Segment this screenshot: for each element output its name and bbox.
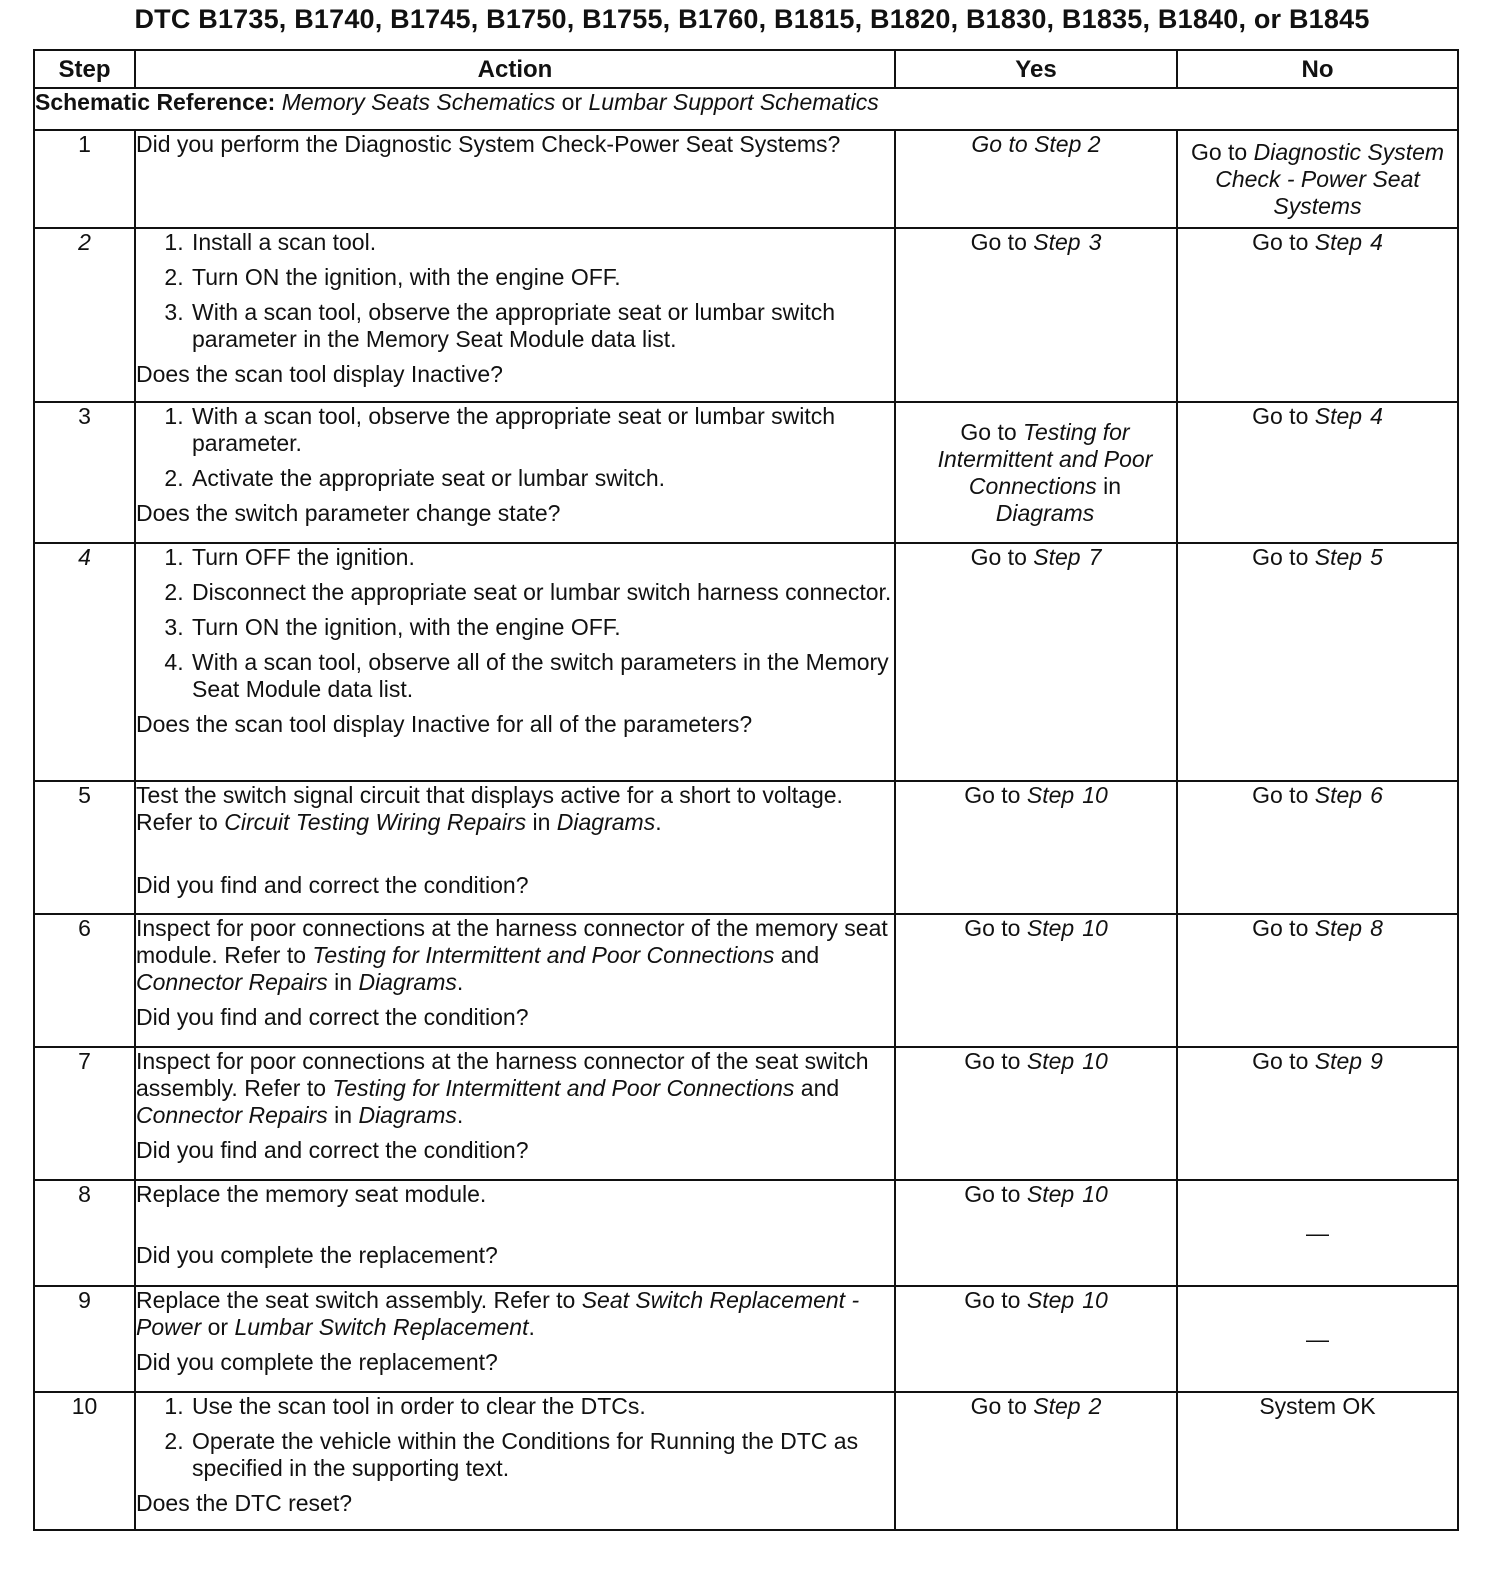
step-number: 10 bbox=[34, 1392, 135, 1530]
schematic-or: or bbox=[555, 89, 589, 115]
list-item: 2. Disconnect the appropriate seat or lumbar switch harness connector. bbox=[190, 579, 894, 606]
no-step-target[interactable]: 6 bbox=[1370, 782, 1383, 808]
yes-goto-prefix: Go to bbox=[970, 229, 1034, 255]
list-item: 1. Install a scan tool. bbox=[190, 229, 894, 256]
action-list bbox=[136, 229, 894, 353]
table-row bbox=[34, 781, 1458, 914]
schematic-reference-row bbox=[34, 88, 1458, 130]
ref-link[interactable]: Testing for Intermittent and Poor Connections bbox=[332, 1075, 795, 1101]
no-step-word: Step bbox=[1314, 782, 1363, 808]
yes-cell[interactable] bbox=[895, 402, 1177, 543]
action-list bbox=[136, 403, 894, 492]
header-step: Step bbox=[34, 50, 135, 88]
list-item: 2. Turn ON the ignition, with the engine OFF. bbox=[190, 264, 894, 291]
yes-step-target[interactable]: 10 bbox=[1082, 915, 1108, 941]
yes-step-word: Step bbox=[1026, 1287, 1075, 1313]
list-item: 1. With a scan tool, observe the appropriate seat or lumbar switch parameter. bbox=[190, 403, 894, 457]
yes-step-target[interactable]: 10 bbox=[1082, 1181, 1108, 1207]
no-cell bbox=[1177, 1180, 1458, 1286]
ref-link[interactable]: Diagrams bbox=[358, 1102, 457, 1128]
no-cell[interactable] bbox=[1177, 543, 1458, 781]
ref-link[interactable]: Testing for Intermittent and Poor Connections bbox=[312, 942, 775, 968]
no-cell[interactable] bbox=[1177, 228, 1458, 402]
schematic-reference-label: Schematic Reference: bbox=[35, 89, 276, 115]
step-number: 3 bbox=[34, 402, 135, 543]
table-row bbox=[34, 1286, 1458, 1392]
action-cell bbox=[135, 130, 895, 228]
no-step-target[interactable]: 5 bbox=[1370, 544, 1383, 570]
action-text: Replace the seat switch assembly. Refer to Seat Switch Replacement - Power or Lumbar Switch Replacement. bbox=[136, 1287, 860, 1340]
list-item: 4. With a scan tool, observe all of the switch parameters in the Memory Seat Module data list. bbox=[190, 649, 894, 703]
ref-link[interactable]: Connector Repairs bbox=[136, 969, 328, 995]
no-step-target[interactable]: 4 bbox=[1370, 403, 1383, 429]
action-cell bbox=[135, 402, 895, 543]
yes-goto-prefix: Go to bbox=[964, 915, 1027, 941]
page-title: DTC B1735, B1740, B1745, B1750, B1755, B1760, B1815, B1820, B1830, B1835, B1840, or B1845 bbox=[134, 4, 1370, 34]
step-number: 8 bbox=[34, 1180, 135, 1286]
no-step-word: Step bbox=[1314, 544, 1363, 570]
action-text: Inspect for poor connections at the harness connector of the memory seat module. Refer to Testing for Intermittent and Poor Connections and Connector Repairs in Diagrams. bbox=[136, 915, 888, 995]
yes-cell[interactable] bbox=[895, 543, 1177, 781]
step-number: 5 bbox=[34, 781, 135, 914]
no-goto-prefix: Go to bbox=[1252, 544, 1315, 570]
ref-link[interactable]: Diagrams bbox=[556, 809, 656, 835]
yes-step-word: Step bbox=[1033, 544, 1081, 570]
no-dash: — bbox=[1306, 1219, 1329, 1246]
no-cell bbox=[1177, 1286, 1458, 1392]
action-cell bbox=[135, 914, 895, 1047]
table-row bbox=[34, 1180, 1458, 1286]
action-question: Did you find and correct the condition? bbox=[136, 872, 529, 898]
yes-cell[interactable] bbox=[895, 914, 1177, 1047]
yes-cell[interactable] bbox=[895, 1180, 1177, 1286]
ref-link[interactable]: Connector Repairs bbox=[136, 1102, 328, 1128]
action-question: Did you complete the replacement? bbox=[136, 1242, 498, 1268]
header-action: Action bbox=[135, 50, 895, 88]
action-question: Does the DTC reset? bbox=[136, 1490, 353, 1516]
action-cell bbox=[135, 1180, 895, 1286]
ref-link[interactable]: Circuit Testing Wiring Repairs bbox=[224, 809, 527, 835]
schematic-reference bbox=[34, 88, 1458, 130]
step-number: 4 bbox=[34, 543, 135, 781]
diagnostic-table bbox=[33, 49, 1459, 1531]
table-row bbox=[34, 228, 1458, 402]
action-cell bbox=[135, 781, 895, 914]
yes-step-target[interactable]: 10 bbox=[1082, 1287, 1108, 1313]
yes-goto-prefix: Go to bbox=[964, 1048, 1027, 1074]
table-row bbox=[34, 543, 1458, 781]
no-step-target[interactable]: 8 bbox=[1370, 915, 1383, 941]
no-cell bbox=[1177, 1392, 1458, 1530]
list-item: 2. Activate the appropriate seat or lumbar switch. bbox=[190, 465, 894, 492]
action-list bbox=[136, 1393, 894, 1482]
schematic-link-memory-seats[interactable]: Memory Seats Schematics bbox=[281, 89, 556, 115]
list-item: 1. Turn OFF the ignition. bbox=[190, 544, 894, 571]
table-row bbox=[34, 130, 1458, 228]
yes-step-target[interactable]: 3 bbox=[1088, 229, 1102, 255]
action-cell bbox=[135, 543, 895, 781]
yes-step-word: Step bbox=[1026, 1048, 1075, 1074]
yes-goto-prefix: Go to bbox=[970, 1393, 1034, 1419]
yes-step-word: Step bbox=[1033, 1393, 1081, 1419]
no-step-word: Step bbox=[1314, 403, 1363, 429]
yes-goto-link-diagrams[interactable]: Diagrams bbox=[995, 499, 1095, 526]
yes-cell[interactable] bbox=[895, 781, 1177, 914]
yes-cell[interactable] bbox=[895, 228, 1177, 402]
action-text: Replace the memory seat module. bbox=[136, 1181, 487, 1207]
no-step-target[interactable]: 4 bbox=[1370, 229, 1383, 255]
no-goto-prefix: Go to bbox=[1252, 915, 1315, 941]
yes-cell[interactable] bbox=[895, 1392, 1177, 1530]
step-number: 2 bbox=[34, 228, 135, 402]
no-goto-prefix: Go to bbox=[1190, 139, 1254, 165]
ref-link[interactable]: Seat Switch Replacement - Power bbox=[136, 1287, 860, 1340]
action-question: Does the scan tool display Inactive? bbox=[136, 361, 503, 387]
action-question: Did you find and correct the condition? bbox=[136, 1004, 529, 1030]
no-goto-link[interactable]: Diagnostic System Check - Power Seat Systems bbox=[1215, 139, 1445, 219]
no-step-target[interactable]: 9 bbox=[1370, 1048, 1383, 1074]
header-yes: Yes bbox=[895, 50, 1177, 88]
yes-cell[interactable] bbox=[895, 130, 1177, 228]
action-cell bbox=[135, 1392, 895, 1530]
yes-step-word: Step bbox=[1026, 915, 1075, 941]
table-row bbox=[34, 1392, 1458, 1530]
action-list bbox=[136, 544, 894, 703]
action-question: Does the scan tool display Inactive for all of the parameters? bbox=[136, 711, 753, 737]
no-step-word: Step bbox=[1314, 1048, 1363, 1074]
yes-goto-prefix: Go to bbox=[964, 1181, 1027, 1207]
yes-cell[interactable] bbox=[895, 1047, 1177, 1180]
no-cell[interactable] bbox=[1177, 1047, 1458, 1180]
yes-goto-prefix: Go to bbox=[964, 1287, 1027, 1313]
no-step-word: Step bbox=[1314, 915, 1363, 941]
list-item: 3. Turn ON the ignition, with the engine OFF. bbox=[190, 614, 894, 641]
list-item: 3. With a scan tool, observe the appropriate seat or lumbar switch parameter in the Memory Seat Module data list. bbox=[190, 299, 894, 353]
no-cell[interactable] bbox=[1177, 130, 1458, 228]
action-text: Test the switch signal circuit that displays active for a short to voltage. Refer to Circuit Testing Wiring Repairs in Diagrams. bbox=[136, 782, 843, 835]
step-number: 1 bbox=[34, 130, 135, 228]
list-item: 2. Operate the vehicle within the Conditions for Running the DTC as specified in the supporting text. bbox=[190, 1428, 894, 1482]
action-text: Inspect for poor connections at the harness connector of the seat switch assembly. Refer to Testing for Intermittent and Poor Connections and Connector Repairs in Diagrams. bbox=[136, 1048, 869, 1128]
action-question: Did you complete the replacement? bbox=[136, 1349, 498, 1375]
action-text: Did you perform the Diagnostic System Check-Power Seat Systems? bbox=[136, 131, 841, 157]
no-cell[interactable] bbox=[1177, 781, 1458, 914]
yes-goto-prefix: Go to bbox=[970, 544, 1034, 570]
yes-cell[interactable] bbox=[895, 1286, 1177, 1392]
yes-goto-prefix: Go to bbox=[960, 418, 1024, 445]
table-row bbox=[34, 914, 1458, 1047]
header-row bbox=[34, 50, 1458, 88]
yes-goto-link[interactable]: Testing for Intermittent and Poor Connections bbox=[937, 418, 1153, 499]
schematic-link-lumbar-support[interactable]: Lumbar Support Schematics bbox=[588, 89, 879, 115]
yes-step-target[interactable]: 10 bbox=[1082, 782, 1108, 808]
no-cell[interactable] bbox=[1177, 402, 1458, 543]
yes-goto-prefix: Go to bbox=[964, 782, 1027, 808]
action-question: Does the switch parameter change state? bbox=[136, 500, 561, 526]
yes-step-word: Step bbox=[1026, 782, 1075, 808]
ref-link[interactable]: Lumbar Switch Replacement bbox=[234, 1314, 529, 1340]
yes-step-target[interactable]: 7 bbox=[1088, 544, 1102, 570]
no-goto-prefix: Go to bbox=[1252, 782, 1315, 808]
action-cell bbox=[135, 1286, 895, 1392]
action-cell bbox=[135, 1047, 895, 1180]
action-cell bbox=[135, 228, 895, 402]
table-row bbox=[34, 402, 1458, 543]
yes-step-target[interactable]: 2 bbox=[1088, 1393, 1102, 1419]
table-row bbox=[34, 1047, 1458, 1180]
yes-step-word: Step bbox=[1026, 1181, 1075, 1207]
no-goto-prefix: Go to bbox=[1252, 403, 1315, 429]
header-no: No bbox=[1177, 50, 1458, 88]
no-dash: — bbox=[1306, 1325, 1329, 1352]
no-result: System OK bbox=[1259, 1393, 1376, 1419]
no-cell[interactable] bbox=[1177, 914, 1458, 1047]
step-number: 9 bbox=[34, 1286, 135, 1392]
yes-goto[interactable]: Go to Step 2 bbox=[971, 131, 1101, 157]
no-step-word: Step bbox=[1314, 229, 1363, 255]
ref-link[interactable]: Diagrams bbox=[358, 969, 457, 995]
step-number: 7 bbox=[34, 1047, 135, 1180]
yes-step-target[interactable]: 10 bbox=[1082, 1048, 1108, 1074]
no-goto-prefix: Go to bbox=[1252, 229, 1315, 255]
list-item: 1. Use the scan tool in order to clear the DTCs. bbox=[190, 1393, 894, 1420]
action-question: Did you find and correct the condition? bbox=[136, 1137, 529, 1163]
no-goto-prefix: Go to bbox=[1252, 1048, 1315, 1074]
yes-step-word: Step bbox=[1033, 229, 1081, 255]
step-number: 6 bbox=[34, 914, 135, 1047]
yes-goto-in: in bbox=[1096, 472, 1122, 499]
